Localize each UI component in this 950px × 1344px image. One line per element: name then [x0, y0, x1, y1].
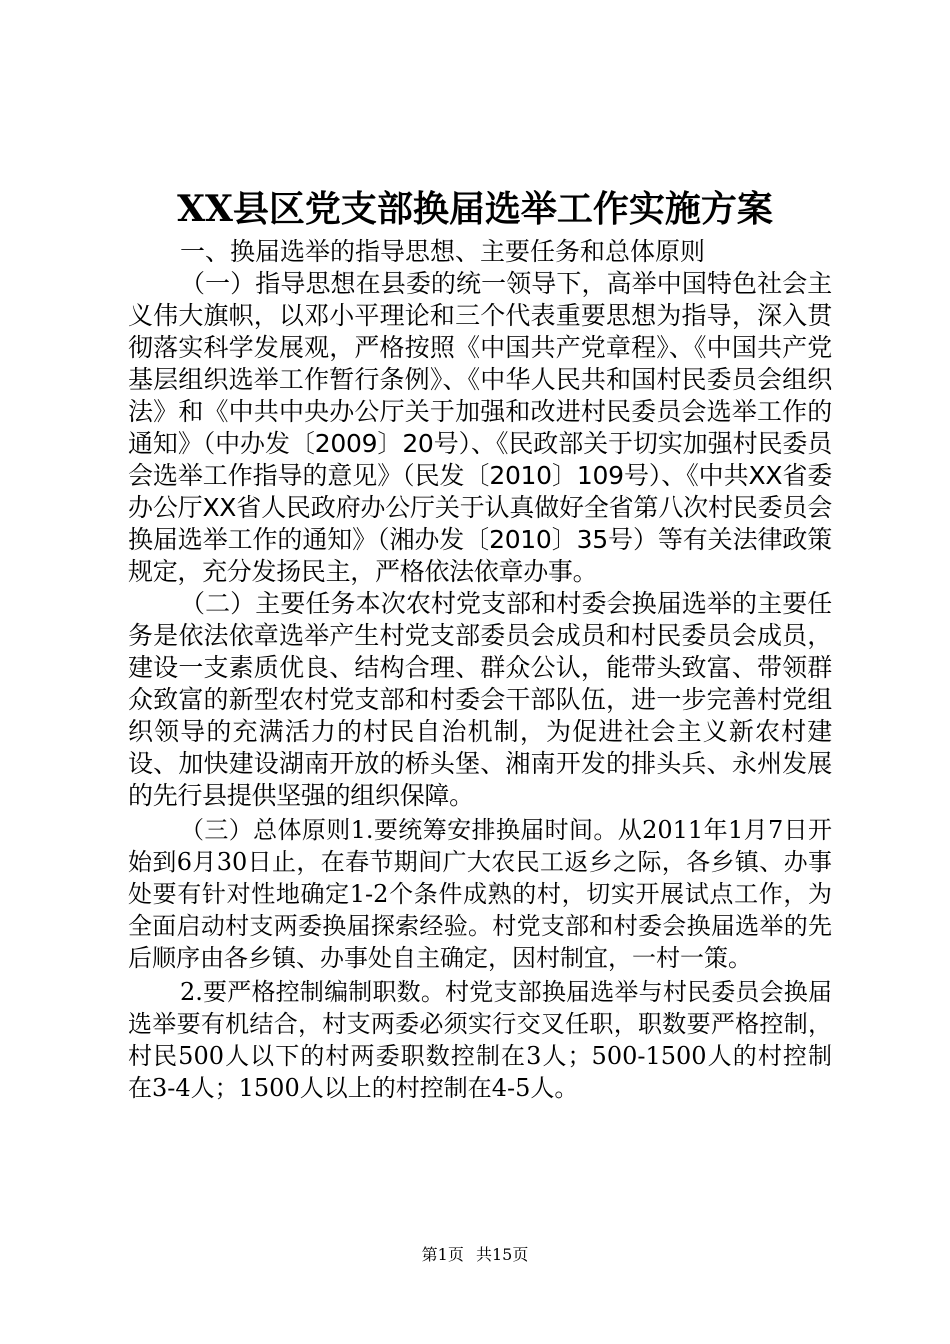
page-total: 共15页 [475, 1245, 529, 1264]
paragraph-main-tasks: （二）主要任务本次农村党支部和村委会换届选举的主要任务是依法依章选举产生村党支部委员会成员和村民委员会成员，建设一支素质优良、结构合理、群众公认，能带头致富、带领群众致富的新型农村党支部和村委会干部队伍，进一步完善村党组织领导的充满活力的村民自治机制，为促进社会主义新农村建设、加快建设湖南开放的桥头堡、湘南开发的排头兵、永州发展的先行县提供坚强的组织保障。 [128, 589, 832, 810]
page-number: 第1页 [421, 1245, 464, 1264]
paragraph-guiding-ideology: （一）指导思想在县委的统一领导下，高举中国特色社会主义伟大旗帜，以邓小平理论和三个代表重要思想为指导，深入贯彻落实科学发展观，严格按照《中国共产党章程》、《中国共产党基层组织选举工作暂行条例》、《中华人民共和国村民委员会组织法》和《中共中央办公厅关于加强和改进村民委员会选举工作的通知》（中办发〔2009〕20号）、《民政部关于切实加强村民委员会选举工作指导的意见》（民发〔2010〕109号）、《中共XX省委办公厅XX省人民政府办公厅关于认真做好全省第八次村民委员会换届选举工作的通知》（湘办发〔2010〕35号）等有关法律政策规定，充分发扬民主，严格依法依章办事。 [128, 269, 832, 586]
section-heading: 一、换届选举的指导思想、主要任务和总体原则 [180, 237, 706, 266]
paragraph-staffing-control: 2.要严格控制编制职数。村党支部换届选举与村民委员会换届选举要有机结合，村支两委必须实行交叉任职，职数要严格控制，村民500人以下的村两委职数控制在3人；500-1500人的村控制在3-4人；1500人以上的村控制在4-5人。 [128, 978, 832, 1102]
paragraph-general-principles: （三）总体原则1.要统筹安排换届时间。从2011年1月7日开始到6月30日止，在春节期间广大农民工返乡之际，各乡镇、办事处要有针对性地确定1-2个条件成熟的村，切实开展试点工作，为全面启动村支两委换届探索经验。村党支部和村委会换届选举的先后顺序由各乡镇、办事处自主确定，因村制宜，一村一策。 [128, 816, 832, 972]
document-title: XX县区党支部换届选举工作实施方案 [177, 188, 773, 230]
page-footer [0, 1244, 950, 1266]
document-body [128, 236, 832, 1104]
